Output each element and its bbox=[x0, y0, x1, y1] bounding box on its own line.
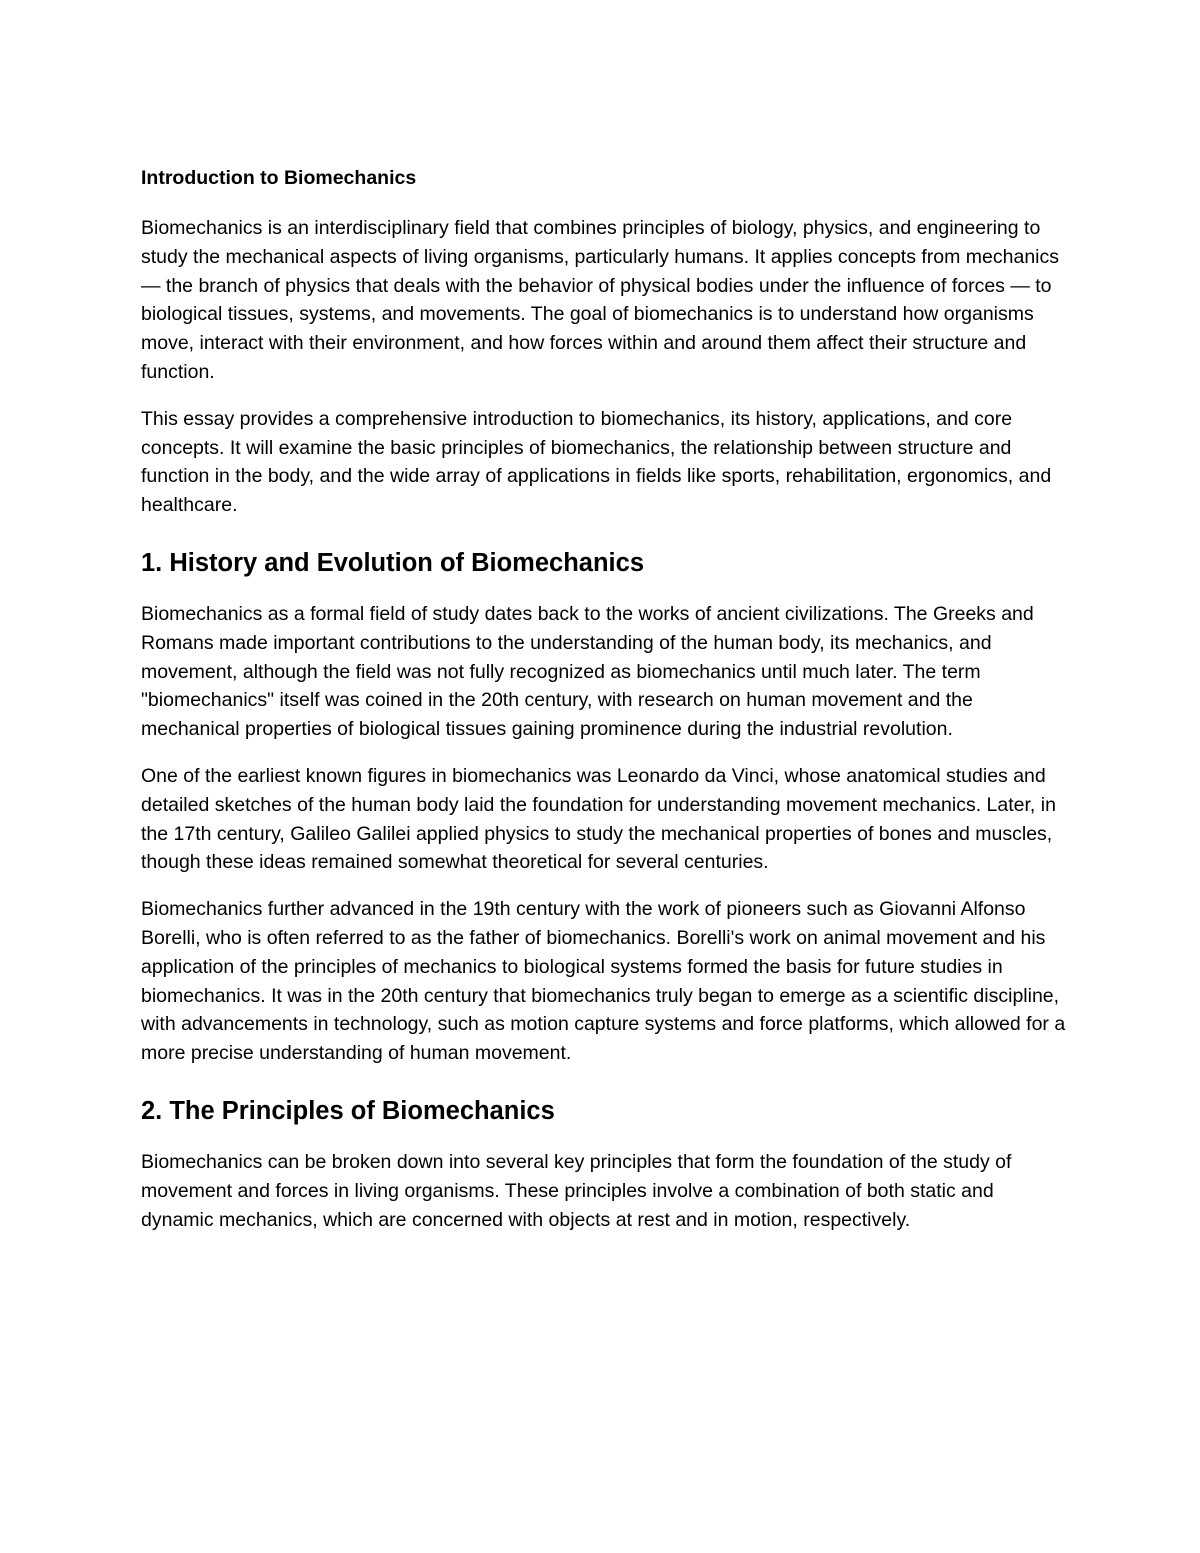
section-heading-principles: 2. The Principles of Biomechanics bbox=[141, 1096, 555, 1125]
section-paragraph: Biomechanics further advanced in the 19th century with the work of pioneers such as Giovanni Alfonso Borelli, who is often referred to as the father of biomechanics. Borelli's work on animal movement and his application of the principles of mechanics to biological systems formed the basis for future studies in biomechanics. It was in the 20th century that biomechanics truly began to emerge as a scientific discipline, with advancements in technology, such as motion capture systems and force platforms, which allowed for a more precise understanding of human movement. bbox=[141, 898, 1066, 1065]
intro-paragraph: Biomechanics is an interdisciplinary field that combines principles of biology, physics, and engineering to study the mechanical aspects of living organisms, particularly humans. It applies concepts from mechanics — the branch of physics that deals with the behavior of physical bodies under the influence of forces — to biological tissues, systems, and movements. The goal of biomechanics is to understand how organisms move, interact with their environment, and how forces within and around them affect their structure and function. bbox=[141, 217, 1060, 383]
section-paragraph: One of the earliest known figures in biomechanics was Leonardo da Vinci, whose anatomical studies and detailed sketches of the human body laid the foundation for understanding movement mechanics. Later, in the 17th century, Galileo Galilei applied physics to study the mechanical properties of bones and muscles, though these ideas remained somewhat theoretical for several centuries. bbox=[141, 764, 1056, 874]
intro-paragraph: This essay provides a comprehensive introduction to biomechanics, its history, applications, and core concepts. It will examine the basic principles of biomechanics, the relationship between structure and function in the body, and the wide array of applications in fields like sports, rehabilitation, ergonomics, and healthcare. bbox=[141, 407, 1052, 517]
section-paragraph: Biomechanics as a formal field of study dates back to the works of ancient civilizations. The Greeks and Romans made important contributions to the understanding of the human body, its mechanics, and movement, although the field was not fully recognized as biomechanics until much later. The term "biomechanics" itself was coined in the 20th century, with research on human movement and the mechanical properties of biological tissues gaining prominence during the industrial revolution. bbox=[141, 602, 1034, 741]
document-title: Introduction to Biomechanics bbox=[141, 167, 417, 189]
document-page bbox=[141, 163, 1066, 1252]
section-heading-history: 1. History and Evolution of Biomechanics bbox=[141, 548, 645, 577]
section-paragraph: Biomechanics can be broken down into several key principles that form the foundation of the study of movement and forces in living organisms. These principles involve a combination of both static and dynamic mechanics, which are concerned with objects at rest and in motion, respectively. bbox=[141, 1150, 1012, 1231]
